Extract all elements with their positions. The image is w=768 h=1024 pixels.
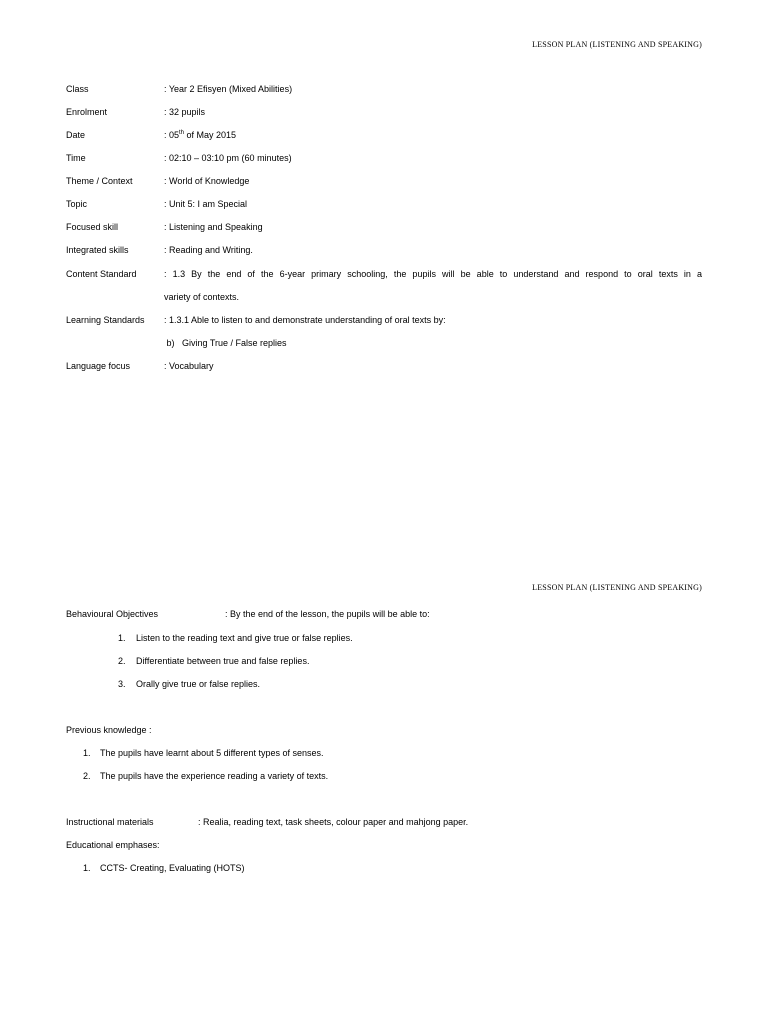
field-value-content-standard-line2: variety of contexts.: [164, 292, 240, 302]
field-label-time: Time: [66, 153, 86, 163]
educational-emphases-label: Educational emphases:: [66, 840, 160, 850]
objective-number: 2.: [118, 656, 126, 666]
objective-text: Differentiate between true and false replies.: [136, 656, 310, 666]
previous-knowledge-label: Previous knowledge :: [66, 725, 152, 735]
field-label-language-focus: Language focus: [66, 361, 131, 371]
field-label-integrated-skills: Integrated skills: [66, 245, 129, 255]
previous-knowledge-text: The pupils have the experience reading a variety of texts.: [100, 771, 329, 781]
page-header-2: LESSON PLAN (LISTENING AND SPEAKING): [532, 583, 702, 592]
previous-knowledge-number: 1.: [83, 748, 91, 758]
field-value-language-focus: : Vocabulary: [164, 361, 214, 371]
instructional-materials-value: : Realia, reading text, task sheets, colour paper and mahjong paper.: [198, 817, 469, 827]
previous-knowledge-number: 2.: [83, 771, 91, 781]
field-label-theme: Theme / Context: [66, 176, 133, 186]
field-label-date: Date: [66, 130, 86, 140]
objective-number: 3.: [118, 679, 126, 689]
field-label-topic: Topic: [66, 199, 88, 209]
educational-emphases-number: 1.: [83, 863, 91, 873]
previous-knowledge-text: The pupils have learnt about 5 different types of senses.: [100, 748, 324, 758]
field-value-theme: : World of Knowledge: [164, 176, 250, 186]
field-value-content-standard-line1: : 1.3 By the end of the 6-year primary schooling, the pupils will be able to understand and respond to oral texts in a: [164, 269, 702, 279]
field-label-enrolment: Enrolment: [66, 107, 108, 117]
behavioural-objectives-value: : By the end of the lesson, the pupils will be able to:: [225, 609, 430, 619]
field-label-class: Class: [66, 84, 89, 94]
date-suffix: th: [179, 130, 185, 136]
field-value-learning-standards-sub: b) Giving True / False replies: [164, 338, 287, 348]
field-value-focused-skill: : Listening and Speaking: [164, 222, 263, 232]
field-value-integrated-skills: : Reading and Writing.: [164, 245, 253, 255]
objective-text: Orally give true or false replies.: [136, 679, 261, 689]
field-value-class: : Year 2 Efisyen (Mixed Abilities): [164, 84, 293, 94]
page-header-1: LESSON PLAN (LISTENING AND SPEAKING): [532, 40, 702, 49]
objective-number: 1.: [118, 633, 126, 643]
objective-text: Listen to the reading text and give true or false replies.: [136, 633, 353, 643]
field-value-time: : 02:10 – 03:10 pm (60 minutes): [164, 153, 292, 163]
field-label-learning-standards: Learning Standards: [66, 315, 145, 325]
date-rest: of May 2015: [184, 130, 237, 140]
field-value-date: [164, 130, 236, 140]
behavioural-objectives-label: Behavioural Objectives: [66, 609, 159, 619]
instructional-materials-label: Instructional materials: [66, 817, 154, 827]
field-value-learning-standards: : 1.3.1 Able to listen to and demonstrate understanding of oral texts by:: [164, 315, 446, 325]
field-label-focused-skill: Focused skill: [66, 222, 119, 232]
educational-emphases-text: CCTS- Creating, Evaluating (HOTS): [100, 863, 245, 873]
date-day: : 05: [164, 130, 180, 140]
field-value-enrolment: : 32 pupils: [164, 107, 206, 117]
field-label-content-standard: Content Standard: [66, 269, 137, 279]
field-value-topic: : Unit 5: I am Special: [164, 199, 248, 209]
